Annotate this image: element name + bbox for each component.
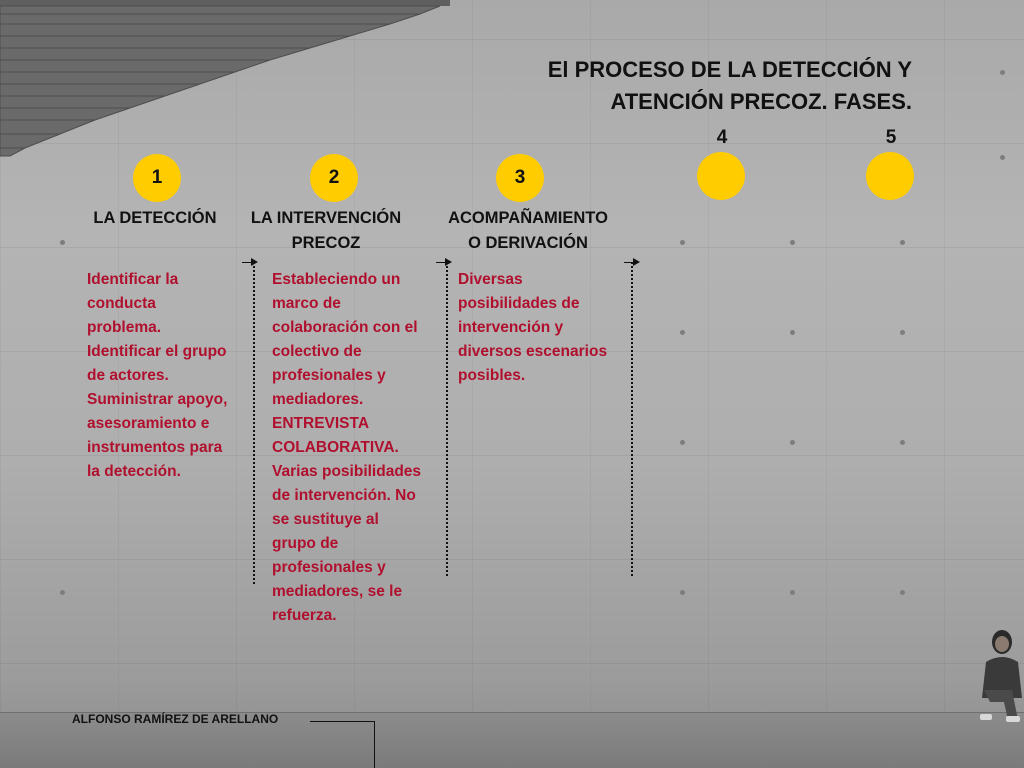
wall-hole bbox=[680, 240, 685, 245]
phase-1-circle bbox=[133, 154, 181, 202]
phase-2-body-line: Estableciendo un bbox=[272, 271, 401, 288]
phase-2-title bbox=[236, 206, 416, 256]
phase-divider bbox=[631, 262, 633, 576]
wall-hole bbox=[790, 440, 795, 445]
phase-2-body-line: profesionales y bbox=[272, 559, 386, 576]
wall-hole bbox=[900, 590, 905, 595]
wall-hole bbox=[790, 590, 795, 595]
phase-3-body-line: diversos escenarios bbox=[458, 343, 608, 360]
wall-hole bbox=[680, 590, 685, 595]
phase-2-body-line: Varias posibilidades bbox=[272, 463, 422, 480]
phase-2-body-line: se sustituye al bbox=[272, 511, 379, 528]
title-line-2: ATENCIÓN PRECOZ. FASES. bbox=[610, 89, 912, 114]
wall-hole bbox=[790, 330, 795, 335]
wall-hole bbox=[1000, 155, 1005, 160]
seated-person-image bbox=[972, 628, 1024, 728]
phase-2-body-line: grupo de bbox=[272, 535, 339, 552]
phase-1-body-line: Suministrar apoyo, bbox=[87, 391, 228, 408]
phase-1-body-line: Identificar la bbox=[87, 271, 179, 288]
phase-2-body-line: de intervención. No bbox=[272, 487, 416, 504]
phase-2-title-line-2: PRECOZ bbox=[291, 234, 361, 252]
wall-hole bbox=[790, 240, 795, 245]
wall-hole bbox=[900, 440, 905, 445]
phase-2-body-line: profesionales y bbox=[272, 367, 386, 384]
phase-1-body-line: la detección. bbox=[87, 463, 181, 480]
phase-1-body-line: instrumentos para bbox=[87, 439, 223, 456]
stairs-graphic bbox=[0, 0, 450, 160]
phase-3-body-line: posibles. bbox=[458, 367, 526, 384]
phase-2-body-line: ENTREVISTA bbox=[272, 415, 370, 432]
phase-2-body-line: mediadores. bbox=[272, 391, 364, 408]
phase-divider bbox=[253, 262, 255, 584]
wall-hole bbox=[60, 590, 65, 595]
phase-4-number: 4 bbox=[716, 127, 728, 148]
phase-1-body-line: asesoramiento e bbox=[87, 415, 210, 432]
phase-1-body-line: Identificar el grupo bbox=[87, 343, 227, 360]
phase-2-body-line: COLABORATIVA. bbox=[272, 439, 399, 456]
phase-1-title bbox=[82, 206, 228, 231]
wall-hole bbox=[680, 330, 685, 335]
title-line-1: El PROCESO DE LA DETECCIÓN Y bbox=[547, 57, 912, 82]
slide-title bbox=[452, 54, 912, 118]
wall-hole bbox=[60, 240, 65, 245]
phase-3-body-line: Diversas bbox=[458, 271, 523, 288]
author-connector bbox=[374, 721, 375, 768]
phase-2-body-line: colectivo de bbox=[272, 343, 362, 360]
phase-3-title bbox=[430, 206, 626, 256]
author-name: ALFONSO RAMÍREZ DE ARELLANO bbox=[72, 712, 279, 726]
phase-3-body-line: intervención y bbox=[458, 319, 564, 336]
phase-5-number: 5 bbox=[885, 127, 897, 148]
phase-3-body bbox=[458, 268, 630, 388]
phase-1-title-line-1: LA DETECCIÓN bbox=[93, 209, 217, 227]
phase-3-body-line: posibilidades de bbox=[458, 295, 580, 312]
phase-2-circle bbox=[310, 154, 358, 202]
phase-2-title-line-1: LA INTERVENCIÓN bbox=[250, 209, 402, 227]
phase-2-body-line: refuerza. bbox=[272, 607, 337, 624]
wall-hole bbox=[900, 330, 905, 335]
phase-3-number: 3 bbox=[514, 167, 526, 188]
phase-2-number: 2 bbox=[328, 167, 340, 188]
wall-hole bbox=[1000, 70, 1005, 75]
phase-1-body-line: problema. bbox=[87, 319, 162, 336]
phase-3-title-line-1: ACOMPAÑAMIENTO bbox=[448, 209, 608, 227]
wall-hole bbox=[900, 240, 905, 245]
phase-2-body-line: colaboración con el bbox=[272, 319, 418, 336]
phase-2-body bbox=[272, 268, 444, 628]
author-underline bbox=[310, 721, 374, 722]
phase-3-circle bbox=[496, 154, 544, 202]
phase-5-circle bbox=[866, 152, 914, 200]
phase-4-circle bbox=[697, 152, 745, 200]
wall-hole bbox=[680, 440, 685, 445]
phase-divider bbox=[446, 262, 448, 576]
phase-1-body bbox=[87, 268, 252, 484]
phase-1-body-line: de actores. bbox=[87, 367, 169, 384]
phase-1-number: 1 bbox=[151, 167, 163, 188]
phase-3-title-line-2: O DERIVACIÓN bbox=[468, 234, 588, 252]
phase-2-body-line: marco de bbox=[272, 295, 341, 312]
phase-2-body-line: mediadores, se le bbox=[272, 583, 403, 600]
phase-1-body-line: conducta bbox=[87, 295, 156, 312]
